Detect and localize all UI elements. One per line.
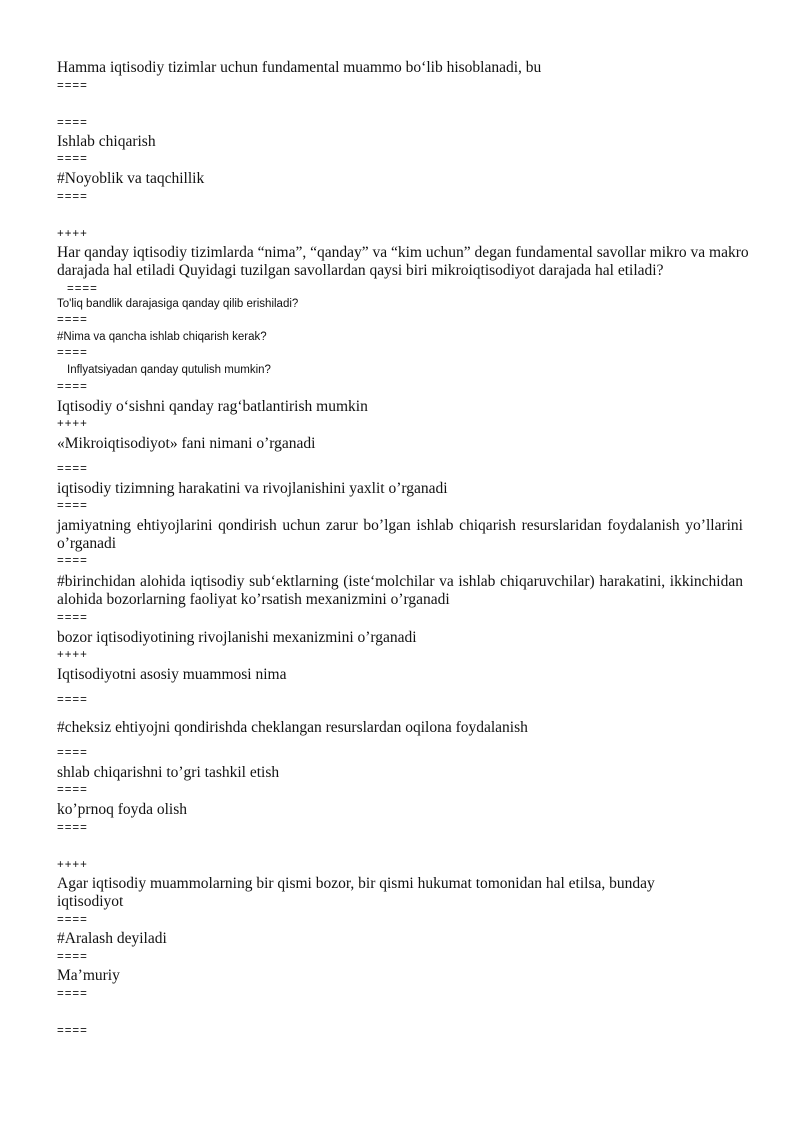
answer-separator: ====: [57, 555, 88, 567]
answer-option: ko’prnoq foyda olish: [57, 801, 188, 818]
question-separator: ++++: [57, 859, 88, 871]
correct-answer-option: #cheksiz ehtiyojni qondirishda cheklangan resurslardan oqilona foydalanish: [57, 719, 528, 736]
answer-separator: ====: [57, 463, 88, 475]
answer-separator: ====: [57, 988, 88, 1000]
answer-option: iqtisodiy tizimning harakatini va rivojlanishini yaxlit o’rganadi: [57, 480, 448, 497]
answer-option: jamiyatning ehtiyojlarini qondirish uchun zarur bo’lgan ishlab chiqarish resurslaridan foydalanish yo’llarini o’rganadi: [57, 517, 743, 552]
answer-separator: ====: [57, 822, 88, 834]
answer-separator: ====: [67, 283, 98, 295]
answer-separator: ====: [57, 694, 88, 706]
answer-option: shlab chiqarishni to’gri tashkil etish: [57, 764, 280, 781]
answer-option: Iqtisodiy oʻsishni qanday ragʻbatlantirish mumkin: [57, 398, 368, 415]
question-separator: ++++: [57, 649, 88, 661]
question-5-text: Agar iqtisodiy muammolarning bir qismi bozor, bir qismi hukumat tomonidan hal etilsa, bunday iqtisodiyot: [57, 875, 655, 910]
correct-answer-option: #Aralash deyiladi: [57, 930, 167, 947]
answer-separator: ====: [57, 784, 88, 796]
answer-separator: ====: [57, 1025, 88, 1037]
answer-separator: ====: [57, 153, 88, 165]
question-4-text: Iqtisodiyotni asosiy muammosi nima: [57, 666, 287, 683]
correct-answer-option: #birinchidan alohida iqtisodiy subʻektlarning (isteʻmolchilar va ishlab chiqaruvchilar) harakatini, ikkinchidan alohida bozorlarning faoliyat ko’rsatish mexanizmini o’rganadi: [57, 573, 743, 608]
answer-separator: ====: [57, 117, 88, 129]
answer-separator: ====: [57, 191, 88, 203]
answer-separator: ====: [57, 314, 88, 326]
answer-separator: ====: [57, 914, 88, 926]
correct-answer-option: #Noyoblik va taqchillik: [57, 170, 205, 187]
answer-separator: ====: [57, 612, 88, 624]
answer-option: Ma’muriy: [57, 967, 120, 984]
question-separator: ++++: [57, 418, 88, 430]
correct-answer-option: #Nima va qancha ishlab chiqarish kerak?: [57, 331, 267, 343]
answer-separator: ====: [57, 347, 88, 359]
question-2-text: Har qanday iqtisodiy tizimlarda “nima”, “qanday” va “kim uchun” degan fundamental savollar mikro va makro darajada hal etiladi Quyidagi tuzilgan savollardan qaysi biri mikroiqtisodiyot darajada hal etiladi?: [57, 244, 749, 279]
question-1-text: Hamma iqtisodiy tizimlar uchun fundamental muammo boʻlib hisoblanadi, bu: [57, 59, 542, 76]
answer-option: Ishlab chiqarish: [57, 133, 156, 150]
answer-separator: ====: [57, 951, 88, 963]
answer-separator: ====: [57, 747, 88, 759]
answer-separator: ====: [57, 80, 88, 92]
answer-separator: ====: [57, 500, 88, 512]
answer-option: bozor iqtisodiyotining rivojlanishi mexanizmini o’rganadi: [57, 629, 417, 646]
question-3-text: «Mikroiqtisodiyot» fani nimani o’rganadi: [57, 435, 316, 452]
question-separator: ++++: [57, 228, 88, 240]
answer-option: Inflyatsiyadan qanday qutulish mumkin?: [67, 364, 271, 376]
answer-separator: ====: [57, 381, 88, 393]
answer-option: To'liq bandlik darajasiga qanday qilib erishiladi?: [57, 298, 299, 310]
